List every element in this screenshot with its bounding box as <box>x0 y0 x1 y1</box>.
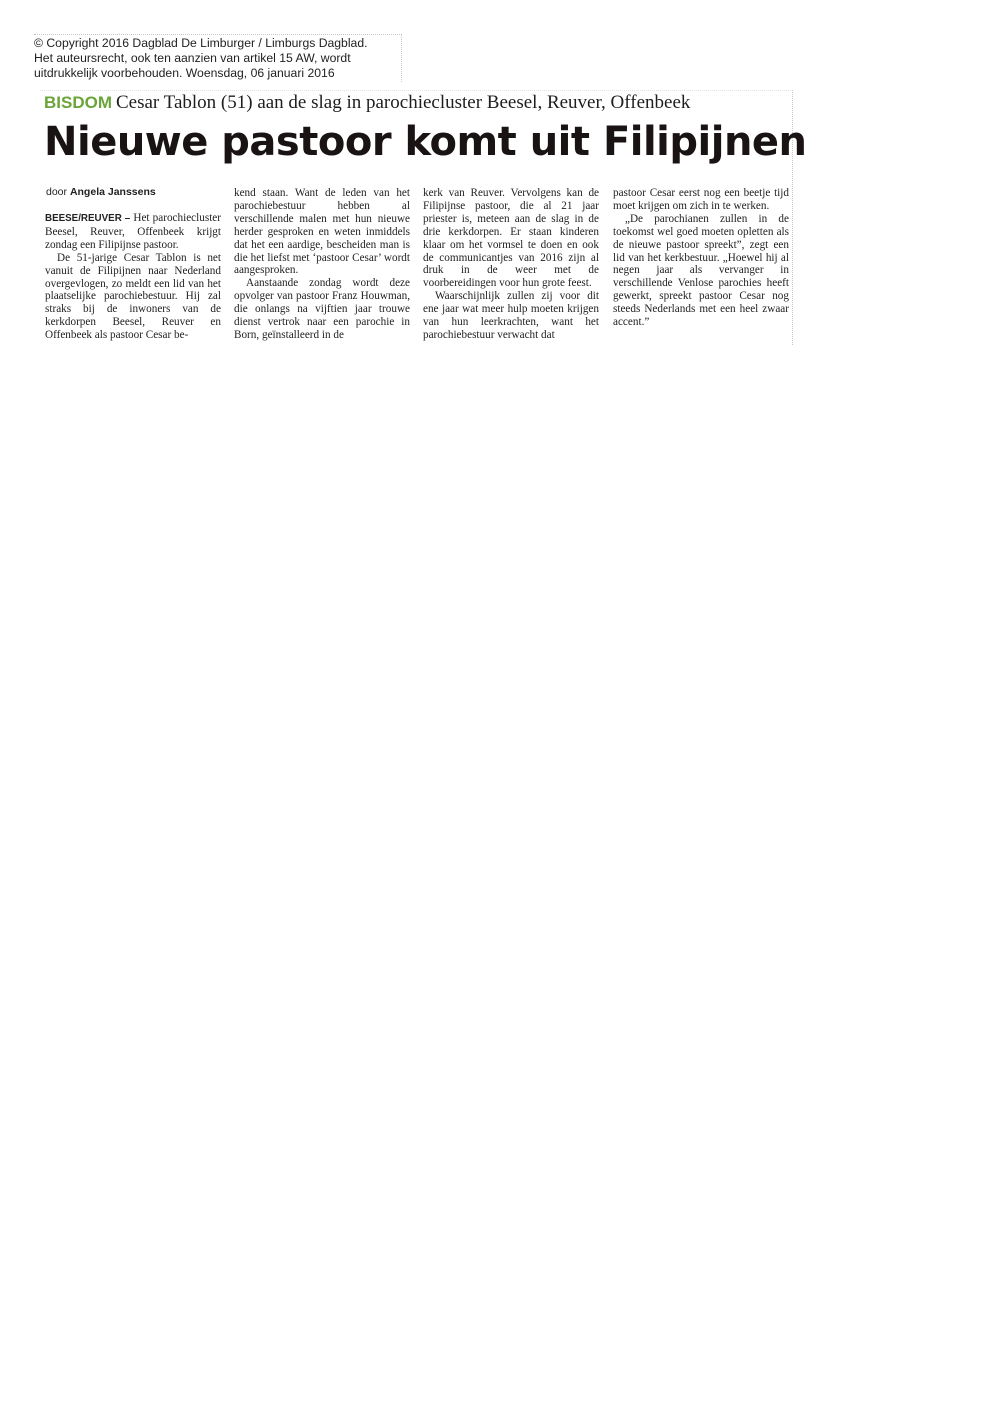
kicker <box>44 92 690 114</box>
paragraph <box>45 212 221 252</box>
paragraph: De 51-jarige Cesar Tablon is net vanuit de Filipijnen naar Nederland overgevlogen, zo meldt een lid van het plaatselijke parochiebestuur. Hij zal straks bij de inwoners van de kerkdorpen Beesel, Reuver en Offenbeek als pastoor Cesar be- <box>45 251 221 342</box>
copyright-line: © Copyright 2016 Dagblad De Limburger / Limburgs Dagblad. <box>34 36 368 50</box>
paragraph: kerk van Reuver. Vervolgens kan de Filipijnse pastoor, die al 21 jaar priester is, meteen aan de slag in de drie kerkdorpen. Er staan kinderen klaar om het vormsel te doen en ook de communicantjes van 2016 zijn al druk in de weer met de voorbereidingen voor hun grote feest. <box>423 187 599 290</box>
section-tag: BISDOM <box>44 93 112 112</box>
byline-prefix: door <box>46 186 68 198</box>
headline: Nieuwe pastoor komt uit Filipijnen <box>44 119 807 165</box>
paragraph: Aanstaande zondag wordt deze opvolger van pastoor Franz Houwman, die onlangs na vijftien jaar trouwe dienst vertrok naar een parochie in Born, geïnstalleerd in de <box>234 277 410 341</box>
paragraph: „De parochianen zullen in de toekomst wel goed moeten opletten als de nieuwe pastoor spreekt”, zegt een lid van het kerkbestuur. „Hoewel hij al negen jaar als vervanger in verschillende Venlose parochies heeft gewerkt, spreekt pastoor Cesar nog steeds Nederlands met een heel zwaar accent.” <box>613 212 789 329</box>
paragraph: kend staan. Want de leden van het parochiebestuur hebben al verschillende malen met hun nieuwe herder gesproken en weten inmiddels dat het een aardige, bescheiden man is die het liefst met ‘pastoor Cesar’ wordt aangesproken. <box>234 187 410 277</box>
byline-author: Angela Janssens <box>69 186 156 198</box>
newspaper-clipping <box>40 90 807 345</box>
paragraph: Waarschijnlijk zullen zij voor dit ene jaar wat meer hulp moeten krijgen van hun leerkrachten, want het parochiebestuur verwacht dat <box>423 290 599 341</box>
article-column-3 <box>423 187 599 342</box>
byline <box>46 186 156 198</box>
paragraph-text: Het parochiecluster Beesel, Reuver, Offenbeek krijgt zondag een Filipijnse pastoor. <box>45 212 221 251</box>
article-column-2 <box>234 187 410 342</box>
article-column-4 <box>613 187 789 329</box>
copyright-notice <box>34 34 402 82</box>
kicker-text: Cesar Tablon (51) aan de slag in parochiecluster Beesel, Reuver, Offenbeek <box>116 92 691 113</box>
copyright-line: Het auteursrecht, ook ten aanzien van artikel 15 AW, wordt <box>34 51 351 65</box>
copyright-line: uitdrukkelijk voorbehouden. Woensdag, 06 januari 2016 <box>34 66 335 80</box>
dateline: BEESE/REUVER – <box>45 213 131 224</box>
article-column-1 <box>45 212 221 342</box>
paragraph: pastoor Cesar eerst nog een beetje tijd moet krijgen om zich in te werken. <box>613 187 789 212</box>
